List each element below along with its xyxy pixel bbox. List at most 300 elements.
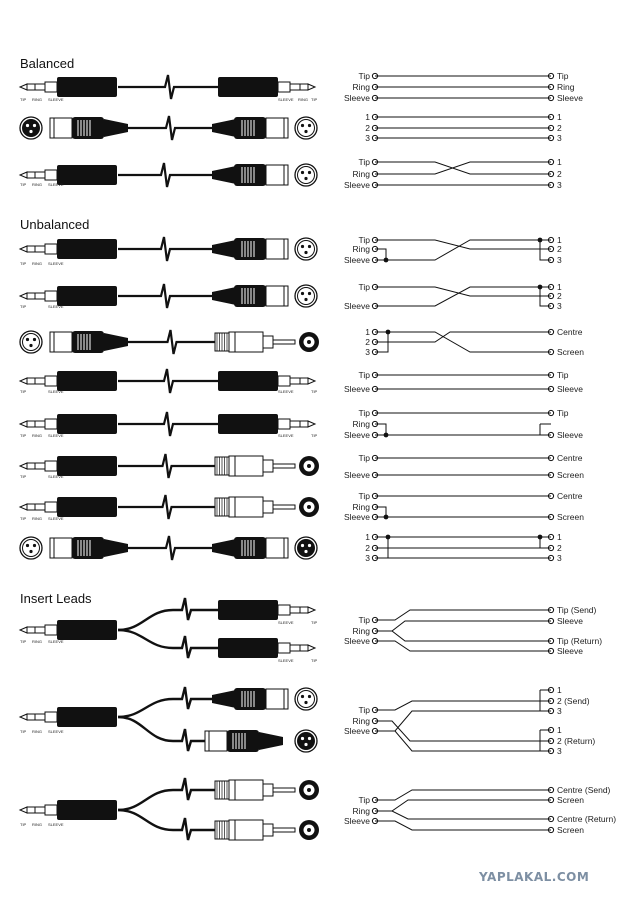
xlr-body <box>234 117 266 139</box>
rca-pin <box>273 464 295 468</box>
plug-label-tip: TIP <box>311 97 318 102</box>
cable-wire <box>128 330 215 354</box>
plug-body <box>218 414 278 434</box>
terminal-label: 3 <box>557 553 562 563</box>
terminal-label: 3 <box>557 301 562 311</box>
wire <box>375 711 551 731</box>
cable-row <box>20 163 317 187</box>
wire <box>375 287 551 296</box>
plug-body <box>57 414 117 434</box>
xlr-pin <box>26 338 29 341</box>
xlr-connector-icon <box>50 537 128 559</box>
terminal-label: Ring <box>352 419 370 429</box>
terminal-label: Tip <box>358 282 370 292</box>
plug-tip <box>20 627 27 633</box>
rca-pin <box>273 828 295 832</box>
wire <box>375 240 551 260</box>
terminal-label: Centre (Send) <box>557 785 611 795</box>
plug-sleeve <box>27 463 45 469</box>
xlr-pin <box>301 544 304 547</box>
plug-tip <box>308 607 315 613</box>
xlr-pin <box>301 124 304 127</box>
xlr-boot <box>212 287 236 305</box>
plug-label-tip: TIP <box>311 658 318 663</box>
plug-sleeve <box>27 246 45 252</box>
wire <box>375 701 551 710</box>
plug-collar <box>45 244 57 254</box>
plug-label-ring: RING <box>32 433 42 438</box>
xlr-connector-icon <box>212 238 288 260</box>
xlr-boot <box>104 119 128 137</box>
terminal-label: 1 <box>557 235 562 245</box>
xlr-body <box>234 164 266 186</box>
xlr-pin <box>301 171 304 174</box>
plug-body <box>57 497 117 517</box>
plug-body <box>57 77 117 97</box>
plug-sleeve <box>27 421 45 427</box>
xlr-pin <box>301 245 304 248</box>
cable-row <box>20 369 318 394</box>
terminal-label: 2 (Return) <box>557 736 596 746</box>
wire <box>375 621 551 631</box>
trs-jack-plug-icon <box>20 239 117 259</box>
wire <box>375 800 551 811</box>
plug-labels <box>20 474 64 479</box>
terminal-label: Screen <box>557 825 584 835</box>
terminal-label: Screen <box>557 512 584 522</box>
rca-phono-plug-icon <box>215 332 295 352</box>
plug-body <box>57 456 117 476</box>
plug-body <box>57 239 117 259</box>
trs-jack-plug-icon <box>20 707 117 727</box>
terminal-label: 2 (Send) <box>557 696 590 706</box>
plug-sleeve <box>27 378 45 384</box>
terminal-label: Screen <box>557 347 584 357</box>
cable-wire <box>118 284 212 308</box>
terminal-label: Ring <box>352 806 370 816</box>
wire <box>375 162 551 174</box>
plug-collar <box>278 643 290 653</box>
terminal-label: Sleeve <box>557 93 583 103</box>
xlr-metal <box>50 538 72 558</box>
xlr-metal <box>266 538 288 558</box>
wiring-schematic <box>344 685 595 756</box>
plug-label-tip: TIP <box>20 97 27 102</box>
insert-cable-branch-send <box>118 598 218 630</box>
xlr-boot <box>212 539 236 557</box>
terminal-label: 2 <box>557 244 562 254</box>
plug-labels <box>278 389 318 394</box>
plug-labels <box>278 97 318 102</box>
xlr-male-face-icon <box>295 688 317 710</box>
cable-row <box>20 536 317 560</box>
xlr-metal <box>266 118 288 138</box>
wiring-schematic <box>344 71 583 103</box>
xlr-male-face-icon <box>295 117 317 139</box>
xlr-pin <box>304 251 307 254</box>
xlr-connector-icon <box>212 285 288 307</box>
plug-label-tip: TIP <box>20 516 27 521</box>
plug-labels <box>278 433 318 438</box>
plug-labels <box>20 822 64 827</box>
plug-sleeve <box>290 378 308 384</box>
xlr-body <box>72 331 104 353</box>
plug-sleeve <box>27 172 45 178</box>
rca-face-icon <box>299 332 319 352</box>
terminal-label: Tip <box>557 71 569 81</box>
rca-face-pin <box>307 788 311 792</box>
trs-jack-plug-icon <box>20 620 117 640</box>
xlr-boot <box>212 166 236 184</box>
terminal-label: 3 <box>365 553 370 563</box>
xlr-body <box>227 730 259 752</box>
xlr-male-face-icon <box>295 164 317 186</box>
rca-face-icon <box>299 780 319 800</box>
terminal-label: Sleeve <box>557 616 583 626</box>
section-title-balanced: Balanced <box>20 56 75 71</box>
trs-jack-plug-icon <box>218 414 315 434</box>
xlr-boot <box>104 333 128 351</box>
xlr-metal <box>266 165 288 185</box>
terminal-label: 2 <box>365 543 370 553</box>
plug-collar <box>278 82 290 92</box>
xlr-pin <box>304 177 307 180</box>
plug-body <box>218 371 278 391</box>
plug-sleeve <box>27 714 45 720</box>
plug-label-ring: RING <box>32 97 42 102</box>
xlr-boot <box>259 732 283 750</box>
xlr-pin <box>301 695 304 698</box>
trs-jack-plug-icon <box>218 600 315 620</box>
terminal-label: Tip (Return) <box>557 636 603 646</box>
rca-face-icon <box>299 497 319 517</box>
insert-cable-row <box>20 598 318 663</box>
cable-row <box>20 116 317 140</box>
xlr-metal <box>205 731 227 751</box>
terminal-label: 1 <box>557 725 562 735</box>
plug-body <box>57 707 117 727</box>
terminal-label: Ring <box>352 716 370 726</box>
xlr-boot <box>212 119 236 137</box>
insert-cable-branch-return <box>118 810 218 840</box>
xlr-pin <box>308 695 311 698</box>
plug-tip <box>20 84 27 90</box>
terminal-label: Sleeve <box>344 180 370 190</box>
xlr-pin <box>308 292 311 295</box>
rca-body <box>229 820 263 840</box>
terminal-label: Sleeve <box>344 726 370 736</box>
terminal-label: Tip <box>358 408 370 418</box>
xlr-pin <box>33 544 36 547</box>
terminal-label: 3 <box>557 746 562 756</box>
plug-label-sleeve: SLEEVE <box>278 433 294 438</box>
plug-labels <box>20 182 64 187</box>
plug-tip <box>20 714 27 720</box>
xlr-connector-icon <box>212 117 288 139</box>
cable-row <box>20 284 317 309</box>
plug-labels <box>20 261 64 266</box>
terminal-label: 1 <box>557 532 562 542</box>
plug-collar <box>278 605 290 615</box>
cable-wire <box>128 116 212 140</box>
xlr-pin <box>29 130 32 133</box>
rca-phono-plug-icon <box>215 820 295 840</box>
trs-jack-plug-icon <box>20 77 117 97</box>
plug-collar <box>45 82 57 92</box>
plug-label-tip: TIP <box>311 620 318 625</box>
terminal-label: Centre <box>557 491 583 501</box>
plug-sleeve <box>27 627 45 633</box>
plug-label-tip: TIP <box>20 433 27 438</box>
xlr-pin <box>33 338 36 341</box>
trs-jack-plug-icon <box>218 638 315 658</box>
junction-dot <box>384 515 389 520</box>
terminal-label: Tip (Send) <box>557 605 597 615</box>
rca-phono-plug-icon <box>215 456 295 476</box>
xlr-metal <box>50 332 72 352</box>
xlr-body <box>72 537 104 559</box>
xlr-connector-icon <box>205 730 283 752</box>
xlr-metal <box>266 239 288 259</box>
wiring-schematic <box>344 235 562 265</box>
cable-row <box>20 495 319 521</box>
plug-label-sleeve: SLEEVE <box>48 433 64 438</box>
xlr-face-inner <box>298 241 315 258</box>
junction-dot <box>384 433 389 438</box>
plug-label-sleeve: SLEEVE <box>48 822 64 827</box>
wiring-schematic <box>344 370 583 394</box>
junction-dot <box>384 258 389 263</box>
trs-jack-plug-icon <box>20 456 117 476</box>
plug-tip <box>308 378 315 384</box>
plug-body <box>57 286 117 306</box>
plug-tip <box>20 463 27 469</box>
terminal-label: 3 <box>365 133 370 143</box>
xlr-boot <box>104 539 128 557</box>
plug-label-tip: TIP <box>311 433 318 438</box>
plug-labels <box>278 620 318 625</box>
wiring-schematic <box>344 157 562 190</box>
plug-label-tip: TIP <box>20 182 27 187</box>
xlr-pin <box>304 701 307 704</box>
rca-face-pin <box>307 464 311 468</box>
xlr-face-inner <box>23 540 40 557</box>
terminal-label: Centre <box>557 327 583 337</box>
terminal-label: Screen <box>557 470 584 480</box>
plug-label-ring: RING <box>32 182 42 187</box>
junction-dot <box>386 535 391 540</box>
xlr-pin <box>304 298 307 301</box>
terminal-label: Ring <box>352 502 370 512</box>
plug-sleeve <box>290 421 308 427</box>
terminal-label: 3 <box>557 255 562 265</box>
insert-cable-branch-send <box>118 778 218 810</box>
plug-body <box>218 600 278 620</box>
rca-body <box>229 456 263 476</box>
xlr-pin <box>304 130 307 133</box>
xlr-pin <box>304 743 307 746</box>
rca-face-pin <box>307 340 311 344</box>
trs-jack-plug-icon <box>20 800 117 820</box>
xlr-pin <box>304 550 307 553</box>
rca-phono-plug-icon <box>215 497 295 517</box>
xlr-body <box>72 117 104 139</box>
terminal-label: Sleeve <box>344 470 370 480</box>
wiring-schematic <box>344 453 584 480</box>
plug-label-tip: TIP <box>20 304 27 309</box>
rca-pin <box>273 505 295 509</box>
wiring-schematic <box>344 282 562 311</box>
junction-dot <box>538 238 543 243</box>
plug-collar <box>45 291 57 301</box>
xlr-male-face-icon <box>295 238 317 260</box>
xlr-male-face-icon <box>295 285 317 307</box>
plug-collar <box>45 376 57 386</box>
plug-collar <box>278 376 290 386</box>
plug-labels <box>20 516 64 521</box>
xlr-female-face-icon <box>295 537 317 559</box>
plug-sleeve <box>27 293 45 299</box>
plug-collar <box>45 805 57 815</box>
xlr-metal <box>50 118 72 138</box>
plug-label-ring: RING <box>32 639 42 644</box>
plug-sleeve <box>27 84 45 90</box>
terminal-label: Tip <box>358 370 370 380</box>
plug-label-tip: TIP <box>20 474 27 479</box>
plug-label-ring: RING <box>32 261 42 266</box>
terminal-label: 3 <box>557 180 562 190</box>
terminal-label: Tip <box>557 370 569 380</box>
plug-label-ring: RING <box>298 97 308 102</box>
xlr-boot <box>212 240 236 258</box>
terminal-label: 1 <box>365 532 370 542</box>
insert-cable-branch-return <box>118 630 218 658</box>
terminal-label: 1 <box>557 157 562 167</box>
section-title-insert-leads: Insert Leads <box>20 591 92 606</box>
cable-wire <box>128 536 212 560</box>
plug-label-sleeve: SLEEVE <box>48 304 64 309</box>
watermark-text: YAPLAKAL.COM <box>479 870 590 884</box>
plug-label-sleeve: SLEEVE <box>48 516 64 521</box>
plug-body <box>218 638 278 658</box>
xlr-male-face-icon <box>20 331 42 353</box>
xlr-face-inner <box>298 691 315 708</box>
plug-label-sleeve: SLEEVE <box>278 658 294 663</box>
rca-pin <box>273 788 295 792</box>
cable-row <box>20 330 319 354</box>
plug-collar <box>45 461 57 471</box>
xlr-face-inner <box>298 167 315 184</box>
xlr-pin <box>33 124 36 127</box>
xlr-pin <box>29 344 32 347</box>
xlr-face-inner <box>298 733 315 750</box>
terminal-label: 1 <box>557 282 562 292</box>
junction-dot <box>538 285 543 290</box>
plug-collar <box>45 625 57 635</box>
plug-label-tip: TIP <box>311 389 318 394</box>
xlr-pin <box>301 292 304 295</box>
plug-labels <box>20 389 64 394</box>
plug-labels <box>20 97 64 102</box>
terminal-label: Centre <box>557 453 583 463</box>
plug-collar <box>45 419 57 429</box>
rca-body <box>229 780 263 800</box>
cable-wire <box>118 237 212 261</box>
xlr-pin <box>308 245 311 248</box>
terminal-label: 2 <box>557 169 562 179</box>
plug-sleeve <box>27 504 45 510</box>
plug-label-sleeve: SLEEVE <box>48 639 64 644</box>
terminal-label: 1 <box>365 327 370 337</box>
xlr-pin <box>29 550 32 553</box>
terminal-label: 1 <box>557 112 562 122</box>
xlr-body <box>234 688 266 710</box>
terminal-label: Sleeve <box>344 816 370 826</box>
plug-body <box>57 620 117 640</box>
terminal-label: Tip <box>557 408 569 418</box>
xlr-metal <box>266 689 288 709</box>
xlr-pin <box>308 124 311 127</box>
wiring-schematic <box>365 327 584 357</box>
plug-label-sleeve: SLEEVE <box>48 474 64 479</box>
rca-shell <box>263 824 273 836</box>
cable-wire <box>118 495 215 519</box>
plug-tip <box>20 504 27 510</box>
cable-wire <box>118 163 212 187</box>
terminal-label: 2 <box>365 123 370 133</box>
xlr-connector-icon <box>212 688 288 710</box>
rca-pin <box>273 340 295 344</box>
terminal-label: Centre (Return) <box>557 814 617 824</box>
xlr-pin <box>308 544 311 547</box>
insert-cable-row <box>20 778 319 840</box>
wire <box>375 610 551 620</box>
terminal-label: Ring <box>352 244 370 254</box>
rca-body <box>229 332 263 352</box>
terminal-label: Screen <box>557 795 584 805</box>
plug-labels <box>20 729 64 734</box>
plug-collar <box>45 170 57 180</box>
xlr-male-face-icon <box>20 537 42 559</box>
rca-shell <box>263 336 273 348</box>
plug-sleeve <box>27 807 45 813</box>
plug-label-ring: RING <box>32 729 42 734</box>
xlr-connector-icon <box>212 164 288 186</box>
plug-labels <box>20 304 64 309</box>
wire <box>375 641 551 651</box>
plug-tip <box>20 378 27 384</box>
plug-label-tip: TIP <box>20 261 27 266</box>
terminal-label: Sleeve <box>557 384 583 394</box>
xlr-connector-icon <box>50 117 128 139</box>
trs-jack-plug-icon <box>20 371 117 391</box>
rca-face-pin <box>307 505 311 509</box>
wire <box>375 821 551 830</box>
plug-labels <box>278 658 318 663</box>
plug-label-tip: TIP <box>20 639 27 644</box>
terminal-label: Ring <box>352 82 370 92</box>
xlr-metal <box>266 286 288 306</box>
plug-tip <box>20 807 27 813</box>
wire <box>375 332 551 342</box>
trs-jack-plug-icon <box>20 286 117 306</box>
plug-label-tip: TIP <box>20 822 27 827</box>
cable-row <box>20 75 318 102</box>
plug-label-ring: RING <box>32 516 42 521</box>
xlr-female-face-icon <box>20 117 42 139</box>
plug-label-sleeve: SLEEVE <box>48 389 64 394</box>
terminal-label: Sleeve <box>344 384 370 394</box>
